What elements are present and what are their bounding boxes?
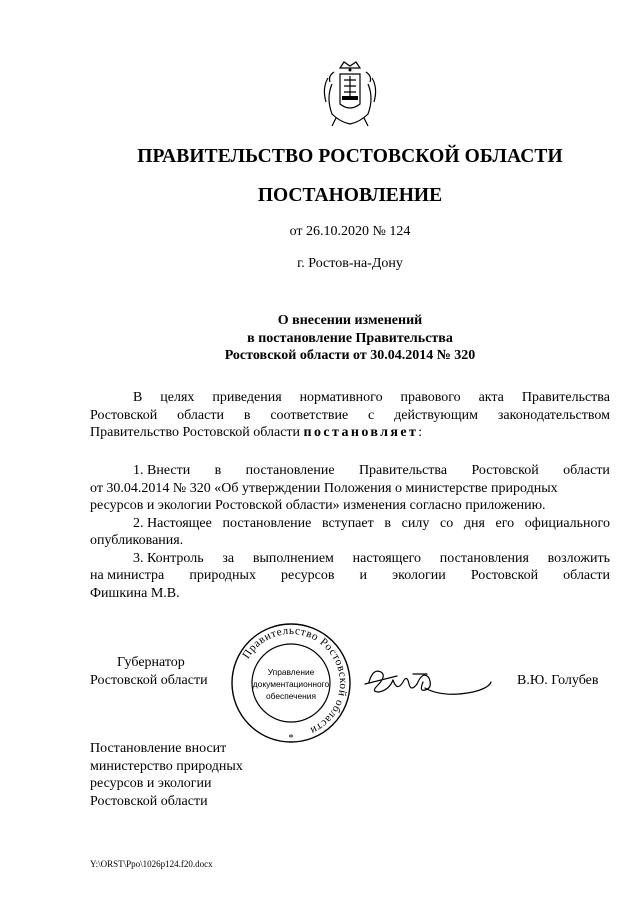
- item-line: от 30.04.2014 № 320 «Об утверждении Положения о министерстве природных: [90, 480, 558, 496]
- word: законодательством: [497, 407, 610, 423]
- items-block: [90, 462, 610, 602]
- word: области: [563, 463, 610, 478]
- handwritten-signature-icon: [363, 662, 493, 702]
- word: с: [368, 407, 375, 423]
- word: области: [177, 407, 224, 423]
- word: постановление: [222, 515, 312, 531]
- word: в: [214, 463, 222, 478]
- word: со: [439, 515, 454, 531]
- justified-line: [90, 389, 610, 407]
- colon: :: [418, 425, 423, 440]
- word: возложить: [547, 550, 610, 566]
- word: официального: [524, 515, 610, 531]
- word: его: [495, 515, 515, 531]
- justified-line: [90, 462, 610, 480]
- document-type: ПОСТАНОВЛЕНИЕ: [257, 185, 443, 206]
- justified-line: [90, 567, 610, 585]
- word: и: [359, 568, 368, 583]
- subject-line: в постановление Правительства: [247, 330, 453, 346]
- word: ресурсов: [281, 568, 335, 583]
- submitter-block: [90, 740, 243, 810]
- word: вступает: [322, 515, 374, 531]
- resolution-keyword: постановляет: [303, 425, 419, 440]
- word: нормативного: [299, 390, 383, 405]
- word: Правительства: [521, 390, 610, 405]
- document-city: г. Ростов-на-Дону: [297, 256, 403, 271]
- word: Правительства: [358, 463, 448, 478]
- word: 1. Внести: [133, 463, 191, 478]
- document-date-number: от 26.10.2020 № 124: [289, 224, 411, 239]
- word: области: [563, 568, 610, 583]
- word: приведения: [212, 390, 282, 405]
- stamp-center-line: документационного: [252, 679, 330, 689]
- preamble-last-line: [90, 424, 610, 442]
- item-line: ресурсов и экологии Ростовской области» изменения согласно приложению.: [90, 498, 546, 513]
- word: природных: [189, 568, 256, 583]
- submitter-line: Постановление вносит: [90, 741, 227, 756]
- subject-line: О внесении изменений: [277, 313, 423, 328]
- word: настоящего: [352, 550, 422, 566]
- word: 2. Настоящее: [133, 515, 212, 531]
- submitter-line: Ростовской области: [90, 793, 208, 809]
- word: правового: [400, 390, 461, 405]
- item-line: опубликования.: [90, 533, 184, 548]
- submitter-line: министерство природных: [90, 758, 243, 774]
- word: постановления: [439, 550, 529, 566]
- word: выполнением: [252, 550, 334, 566]
- justified-line: [90, 515, 610, 533]
- justified-line: [90, 407, 610, 425]
- word: на министра: [90, 568, 165, 583]
- stamp-star: *: [288, 733, 294, 744]
- stamp-center-line: Управление: [267, 667, 315, 677]
- word: целях: [160, 390, 195, 405]
- word: действующим: [394, 407, 479, 423]
- word: за: [222, 550, 235, 566]
- word: экологии: [392, 568, 446, 583]
- submitter-line: ресурсов и экологии: [90, 776, 212, 791]
- word: В: [133, 390, 143, 405]
- justified-line: [90, 550, 610, 568]
- coat-of-arms-icon: [318, 58, 382, 128]
- signatory-title-line1: Губернатор: [117, 655, 185, 670]
- file-path-footer: Y:\ORST\Ppo\1026p124.f20.docx: [90, 859, 213, 869]
- stamp-ring-text: Правительство Ростовской области: [240, 624, 350, 737]
- signatory-title-line2: Ростовской области: [90, 673, 208, 688]
- word: соответствие: [270, 407, 349, 423]
- word: 3. Контроль: [133, 550, 204, 566]
- stamp-center-line: обеспечения: [266, 691, 316, 701]
- word: Ростовской: [90, 407, 158, 423]
- word: в: [243, 407, 251, 423]
- official-stamp: [230, 622, 352, 744]
- word: дня: [463, 515, 485, 531]
- item-line: Фишкина М.В.: [90, 585, 180, 601]
- word: постановление: [245, 463, 335, 478]
- subject-line: Ростовской области от 30.04.2014 № 320: [224, 348, 476, 363]
- preamble-paragraph: [90, 389, 610, 442]
- organization-title: ПРАВИТЕЛЬСТВО РОСТОВСКОЙ ОБЛАСТИ: [137, 146, 563, 167]
- document-subject: [90, 312, 610, 365]
- signatory-name: В.Ю. Голубев: [517, 673, 599, 688]
- word: Ростовской: [471, 463, 539, 478]
- word: силу: [401, 515, 430, 531]
- word: акта: [478, 390, 504, 405]
- word: в: [384, 515, 391, 531]
- preamble-text: Правительство Ростовской области: [90, 425, 304, 440]
- word: Ростовской: [470, 568, 539, 583]
